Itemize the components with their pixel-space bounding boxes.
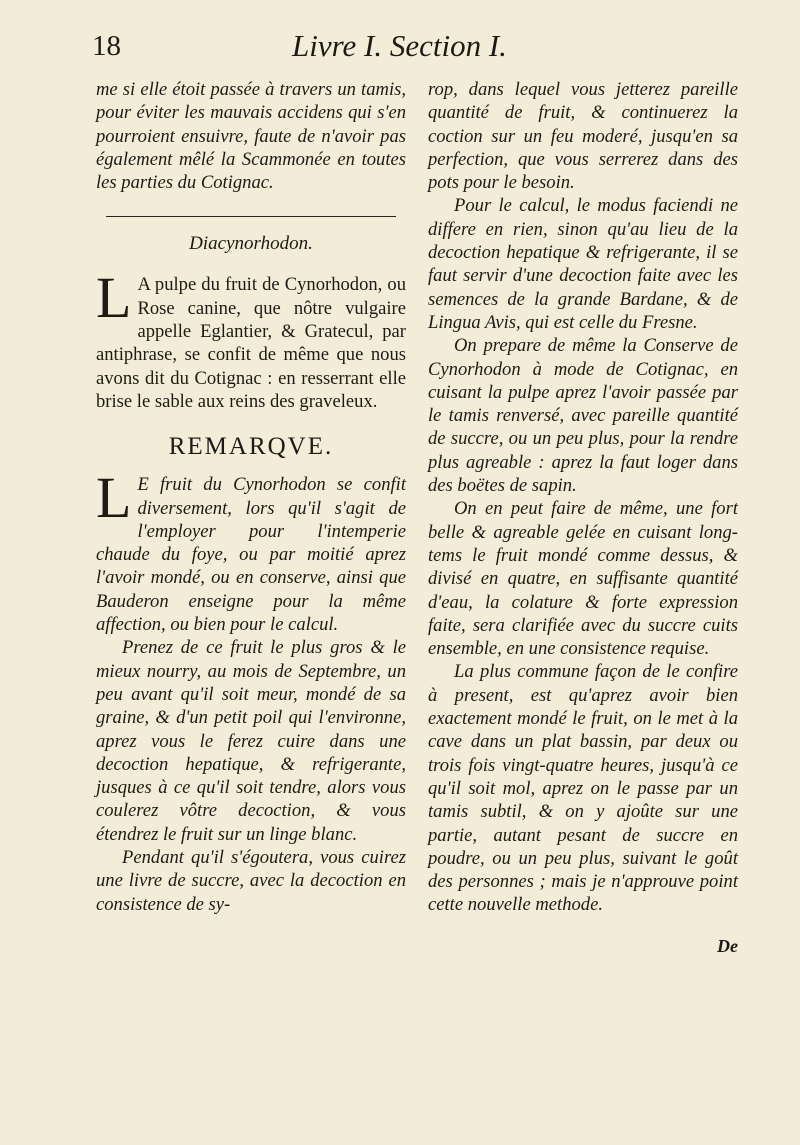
right-paragraph-5: La plus commune façon de le confire à present, est qu'aprez avoir bien exactement mondé le fruit, on le met à la cave dans un plat bassin, par deux ou trois fois vingt-quatre heures, jusqu'à ce qu'il soit mol, aprez on le passe par un tamis subtil, & on y ajoûte sur une partie, autant pesant de succre en poudre, ou un peu plus, suivant le goût des personnes ; mais je n'approuve point cette nouvelle methode. [428, 661, 738, 916]
right-paragraph-3: On prepare de même la Conserve de Cynorhodon à mode de Cotignac, en cuisant la pulpe aprez l'avoir passée par le tamis renversé, avec pareille quantité de succre, ou un peu plus, pour la rendre plus agreable : aprez la faut loger dans des boëtes de sapin. [428, 335, 738, 497]
remark-paragraph-3: Pendant qu'il s'égoutera, vous cuirez une livre de succre, avec la decoction en consistence de sy- [96, 847, 406, 915]
section-text: A pulpe du fruit de Cynorhodon, ou Rose canine, que nôtre vulgaire appelle Eglantier, & Gratecul, par antiphrase, se confit de même que nous avons dit du Cotignac : en resserrant elle brise le sable aux reins des graveleux. [96, 274, 406, 412]
intro-paragraph: me si elle étoit passée à travers un tamis, pour éviter les mauvais accidens qui s'en pourroient ensuivre, faute de n'avoir pas également mêlé la Scammonée en toutes les parties du Cotignac. [96, 79, 406, 194]
remark-paragraph-2: Prenez de ce fruit le plus gros & le mieux nourry, au mois de Septembre, un peu avant qu'il soit meur, mondé de sa graine, & d'un petit poil qui l'environne, aprez vous le ferez cuire dans une decoction hepatique, & refrigerante, jusques à ce qu'il soit tendre, alors vous coulerez vôtre decoction, & vous étendrez le fruit sur un linge blanc. [96, 637, 406, 845]
section-divider [106, 216, 396, 217]
remark-text-1: E fruit du Cynorhodon se confit diversement, lors qu'il s'agit de l'employer pour l'intemperie chaude du foye, ou par moitié aprez l'avoir mondé, ou en conserve, ainsi que Bauderon enseigne pour la même affection, ou bien pour le calcul. [96, 474, 406, 636]
right-column [428, 78, 738, 956]
right-paragraph-1: rop, dans lequel vous jetterez pareille quantité de fruit, & continuerez la coction sur un feu moderé, jusqu'en sa perfection, que vous serrerez dans des pots pour le besoin. [428, 79, 738, 194]
page-header [92, 28, 712, 68]
catchword-holder [428, 917, 738, 956]
section-title: Diacynorhodon. [189, 233, 313, 255]
running-title: Livre I. Section I. [292, 28, 507, 63]
section-dropcap: L [96, 265, 132, 331]
left-column [96, 78, 406, 916]
right-paragraph-2: Pour le calcul, le modus faciendi ne differe en rien, sinon qu'au lieu de la decoction hepatique & refrigerante, il se faut servir d'une decoction faite avec les semences de la grande Bardane, & de Lingua Avis, qui est celle du Fresne. [428, 195, 738, 333]
remark-title: REMARQVE. [168, 433, 334, 461]
remark-paragraph-1 [96, 465, 406, 636]
remark-dropcap: L [96, 465, 132, 531]
section-text-block [96, 265, 406, 413]
page-number: 18 [92, 30, 121, 62]
right-paragraph-4: On en peut faire de même, une fort belle & agreable gelée en cuisant long-tems le fruit mondé comme dessus, & divisé en quatre, en suffisante quantité d'eau, la colature & forte expression faite, sera clarifiée avec du succre cuits ensemble, en une consistence requise. [428, 498, 738, 660]
catchword: De [717, 935, 738, 956]
